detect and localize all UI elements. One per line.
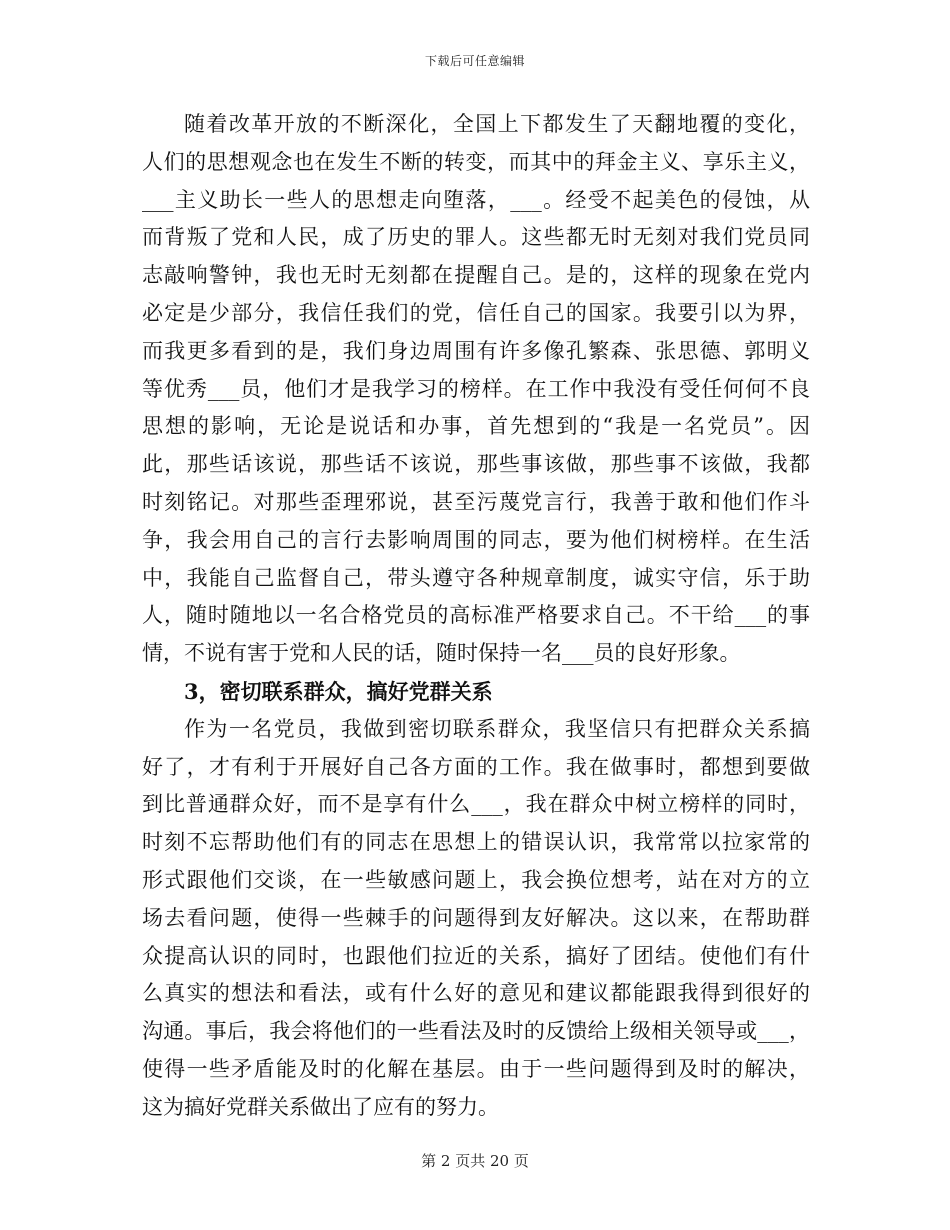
text-line: 中，我能自己监督自己，带头遵守各种规章制度，诚实守信，乐于助 <box>142 565 810 590</box>
text-line: 必定是少部分，我信任我们的党，信任自己的国家。我要引以为界， <box>142 300 810 325</box>
text-line: 等优秀___员，他们才是我学习的榜样。在工作中我没有受任何何不良 <box>142 376 810 401</box>
text-line: 么真实的想法和看法，或有什么好的意见和建议都能跟我得到很好的 <box>142 981 810 1006</box>
text-line: 场去看问题，使得一些棘手的问题得到友好解决。这以来，在帮助群 <box>142 905 810 930</box>
text-line: 思想的影响，无论是说话和办事，首先想到的“我是一名党员”。因 <box>142 414 810 439</box>
page-header: 下载后可任意编辑 <box>424 54 525 68</box>
text-line: 众提高认识的同时，也跟他们拉近的关系，搞好了团结。使他们有什 <box>142 943 810 968</box>
text-line: 沟通。事后，我会将他们的一些看法及时的反馈给上级相关领导或___， <box>142 1019 810 1044</box>
text-line: 随着改革开放的不断深化，全国上下都发生了天翻地覆的变化， <box>184 112 810 136</box>
text-line: 争，我会用自己的言行去影响周围的同志，要为他们树榜样。在生活 <box>142 527 810 552</box>
section-heading: 3，密切联系群众，搞好党群关系 <box>184 678 493 704</box>
text-line: 到比普通群众好，而不是享有什么___，我在群众中树立榜样的同时， <box>142 792 810 817</box>
text-line: 时刻铭记。对那些歪理邪说，甚至污蔑党言行，我善于敢和他们作斗 <box>142 489 810 514</box>
text-line: 时刻不忘帮助他们有的同志在思想上的错误认识，我常常以拉家常的 <box>142 830 810 855</box>
text-line: 使得一些矛盾能及时的化解在基层。由于一些问题得到及时的解决， <box>142 1056 810 1081</box>
paragraph-2 <box>142 711 810 1127</box>
text-line: 而我更多看到的是，我们身边周围有许多像孔繁森、张思德、郭明义 <box>142 338 810 363</box>
text-line: 人们的思想观念也在发生不断的转变，而其中的拜金主义、享乐主义， <box>142 149 810 174</box>
text-line: ___主义助长一些人的思想走向堕落，___。经受不起美色的侵蚀，从 <box>142 187 810 212</box>
text-line: 形式跟他们交谈，在一些敏感问题上，我会换位想考，站在对方的立 <box>142 867 810 892</box>
text-line: 情，不说有害于党和人民的话，随时保持一名___员的良好形象。 <box>142 641 741 666</box>
text-line: 人，随时随地以一名合格党员的高标准严格要求自己。不干给___的事 <box>142 603 810 628</box>
text-line: 这为搞好党群关系做出了应有的努力。 <box>142 1094 499 1119</box>
text-line: 志敲响警钟，我也无时无刻都在提醒自己。是的，这样的现象在党内 <box>142 263 810 288</box>
text-line: 作为一名党员，我做到密切联系群众，我坚信只有把群众关系搞 <box>184 716 810 741</box>
text-line: 好了，才有利于开展好自己各方面的工作。我在做事时，都想到要做 <box>142 754 810 779</box>
text-line: 而背叛了党和人民，成了历史的罪人。这些都无时无刻对我们党员同 <box>142 225 810 250</box>
page-footer: 第 2 页共 20 页 <box>421 1152 529 1170</box>
paragraph-1 <box>142 106 810 673</box>
text-line: 此，那些话该说，那些话不该说，那些事该做，那些事不该做，我都 <box>142 452 810 477</box>
document-body <box>142 106 810 1127</box>
